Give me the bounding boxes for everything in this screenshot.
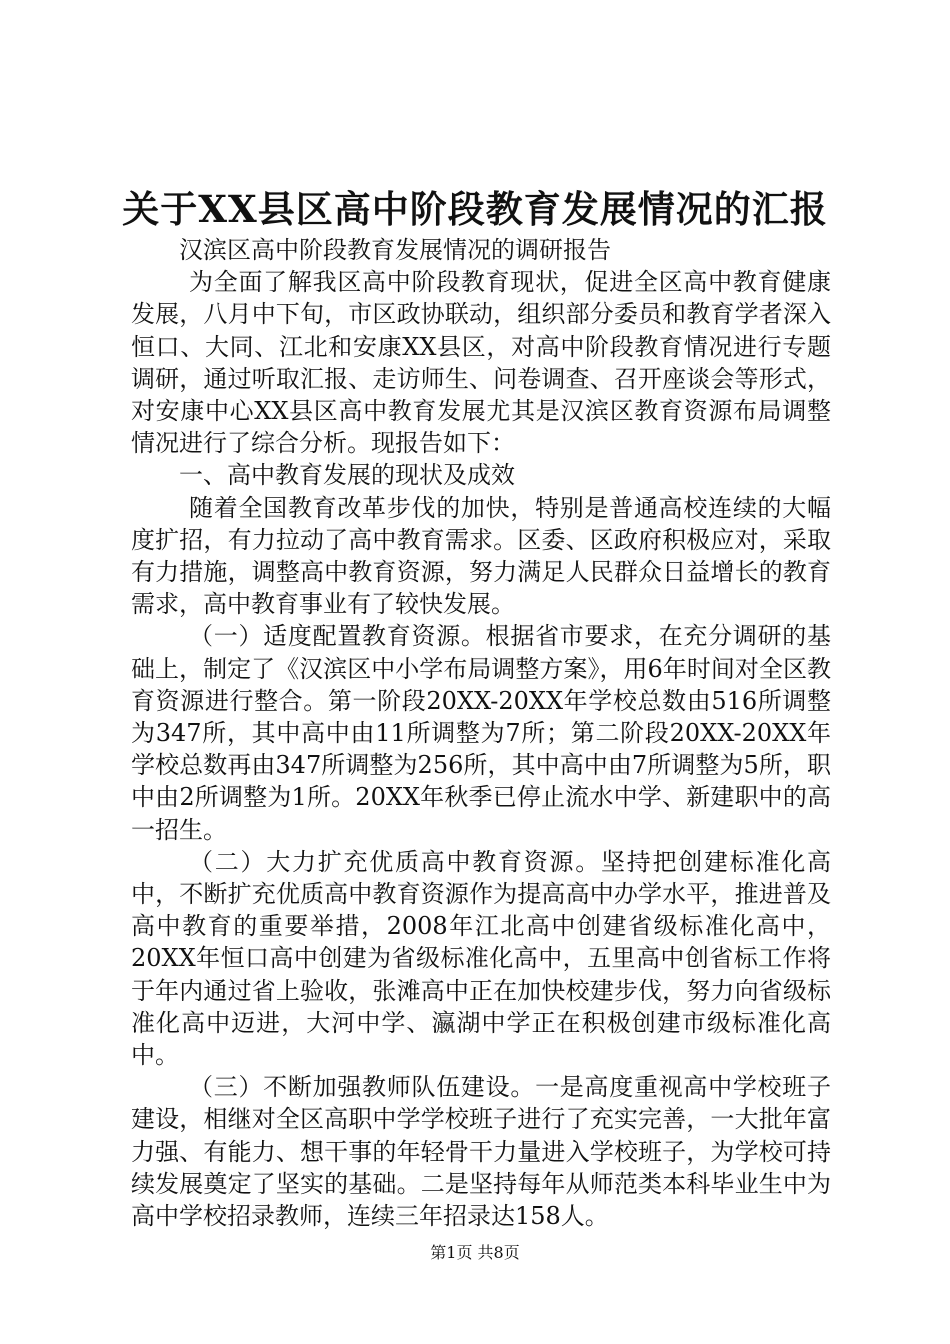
paragraph-item-1: （一）适度配置教育资源。根据省市要求，在充分调研的基础上，制定了《汉滨区中小学布局调整方案》，用6年时间对全区教育资源进行整合。第一阶段20XX-20XX年学校总数由516所调整为347所，其中高中由11所调整为7所；第二阶段20XX-20XX年学校总数再由347所调整为256所，其中高中由7所调整为5所，职中由2所调整为1所。20XX年秋季已停止流水中学、新建职中的高一招生。 — [131, 622, 831, 844]
document-body — [131, 234, 831, 1232]
document-title: 关于XX县区高中阶段教育发展情况的汇报 — [122, 187, 828, 231]
page-footer: 第1页 共8页 — [430, 1243, 520, 1262]
paragraph-intro: 为全面了解我区高中阶段教育现状，促进全区高中教育健康发展，八月中下旬，市区政协联动，组织部分委员和教育学者深入恒口、大同、江北和安康XX县区，对高中阶段教育情况进行专题调研，通过听取汇报、走访师生、问卷调查、召开座谈会等形式，对安康中心XX县区高中教育发展尤其是汉滨区教育资源布局调整情况进行了综合分析。现报告如下： — [131, 268, 831, 458]
paragraph-item-2: （二）大力扩充优质高中教育资源。坚持把创建标准化高中，不断扩充优质高中教育资源作为提高高中办学水平，推进普及高中教育的重要举措，2008年江北高中创建省级标准化高中，20XX年恒口高中创建为省级标准化高中，五里高中创省标工作将于年内通过省上验收，张滩高中正在加快校建步伐，努力向省级标准化高中迈进，大河中学、瀛湖中学正在积极创建市级标准化高中。 — [131, 847, 831, 1070]
paragraph-subtitle: 汉滨区高中阶段教育发展情况的调研报告 — [179, 236, 611, 264]
paragraph-item-3: （三）不断加强教师队伍建设。一是高度重视高中学校班子建设，相继对全区高职中学学校班子进行了充实完善，一大批年富力强、有能力、想干事的年轻骨干力量进入学校班子，为学校可持续发展奠定了坚实的基础。二是坚持每年从师范类本科毕业生中为高中学校招录教师，连续三年招录达158人。 — [131, 1073, 831, 1231]
paragraph-overview: 随着全国教育改革步伐的加快，特别是普通高校连续的大幅度扩招，有力拉动了高中教育需求。区委、区政府积极应对，采取有力措施，调整高中教育资源，努力满足人民群众日益增长的教育需求，高中教育事业有了较快发展。 — [131, 493, 831, 619]
section-heading: 一、高中教育发展的现状及成效 — [179, 461, 515, 490]
